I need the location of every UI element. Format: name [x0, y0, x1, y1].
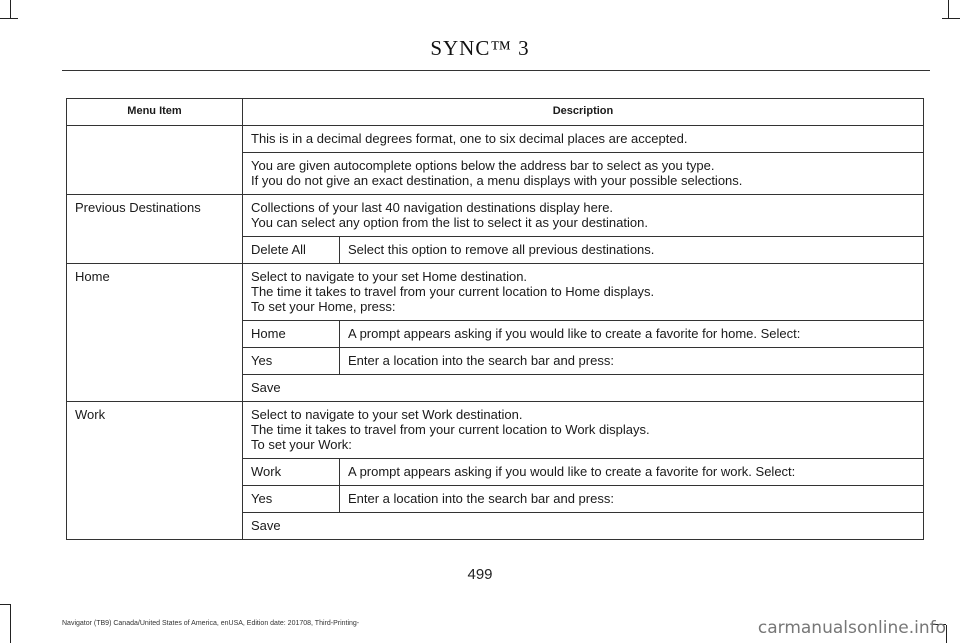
header-divider — [62, 70, 930, 71]
page-number: 499 — [467, 566, 493, 583]
sub-item-cell: Yes — [243, 486, 340, 513]
menu-item-cell: Work — [67, 402, 243, 540]
crop-mark — [0, 18, 18, 19]
description-header: Description — [243, 99, 924, 126]
description-text: Select to navigate to your set Work destination. — [251, 407, 523, 422]
watermark-logo: carmanualsonline.info — [757, 618, 946, 638]
sub-item-cell: Save — [243, 375, 924, 402]
description-text: The time it takes to travel from your current location to Work displays. — [251, 422, 650, 437]
edition-footer: Navigator (TB9) Canada/United States of America, enUSA, Edition date: 201708, Third-Printing- — [62, 620, 360, 627]
crop-mark — [10, 604, 11, 643]
sub-item-cell: Work — [243, 459, 340, 486]
crop-mark — [946, 625, 947, 643]
description-text: Select to navigate to your set Home destination. — [251, 269, 528, 284]
description-text: To set your Home, press: — [251, 299, 396, 314]
crop-mark — [948, 0, 949, 18]
table-row — [67, 195, 924, 237]
crop-mark — [10, 0, 11, 18]
description-cell — [243, 153, 924, 195]
sub-item-cell: Delete All — [243, 237, 340, 264]
description-text: If you do not give an exact destination, a menu displays with your possible selections. — [251, 173, 743, 188]
table-row — [67, 126, 924, 153]
menu-item-cell — [67, 126, 243, 195]
sub-description-cell: A prompt appears asking if you would like to create a favorite for work. Select: — [340, 459, 924, 486]
description-text: You can select any option from the list to select it as your destination. — [251, 215, 648, 230]
description-cell — [243, 402, 924, 459]
sub-item-cell: Home — [243, 321, 340, 348]
description-cell — [243, 264, 924, 321]
description-text: To set your Work: — [251, 437, 352, 452]
menu-description-table — [66, 98, 924, 540]
page-title: SYNC™ 3 — [430, 36, 530, 60]
description-text: This is in a decimal degrees format, one to six decimal places are accepted. — [251, 131, 688, 146]
menu-item-cell: Previous Destinations — [67, 195, 243, 264]
sub-item-cell: Save — [243, 513, 924, 540]
sub-description-cell: A prompt appears asking if you would like to create a favorite for home. Select: — [340, 321, 924, 348]
description-cell — [243, 126, 924, 153]
table-row — [67, 264, 924, 321]
table-row — [67, 402, 924, 459]
description-text: Collections of your last 40 navigation destinations display here. — [251, 200, 614, 215]
crop-mark — [0, 604, 10, 605]
menu-item-header: Menu Item — [67, 99, 243, 126]
description-text: The time it takes to travel from your current location to Home displays. — [251, 284, 655, 299]
description-cell — [243, 195, 924, 237]
sub-item-cell: Yes — [243, 348, 340, 375]
menu-item-cell: Home — [67, 264, 243, 402]
sub-description-cell: Enter a location into the search bar and press: — [340, 486, 924, 513]
crop-mark — [942, 18, 960, 19]
sub-description-cell: Enter a location into the search bar and press: — [340, 348, 924, 375]
sub-description-cell: Select this option to remove all previous destinations. — [340, 237, 924, 264]
description-text: You are given autocomplete options below the address bar to select as you type. — [251, 158, 715, 173]
table-header-row — [67, 99, 924, 126]
